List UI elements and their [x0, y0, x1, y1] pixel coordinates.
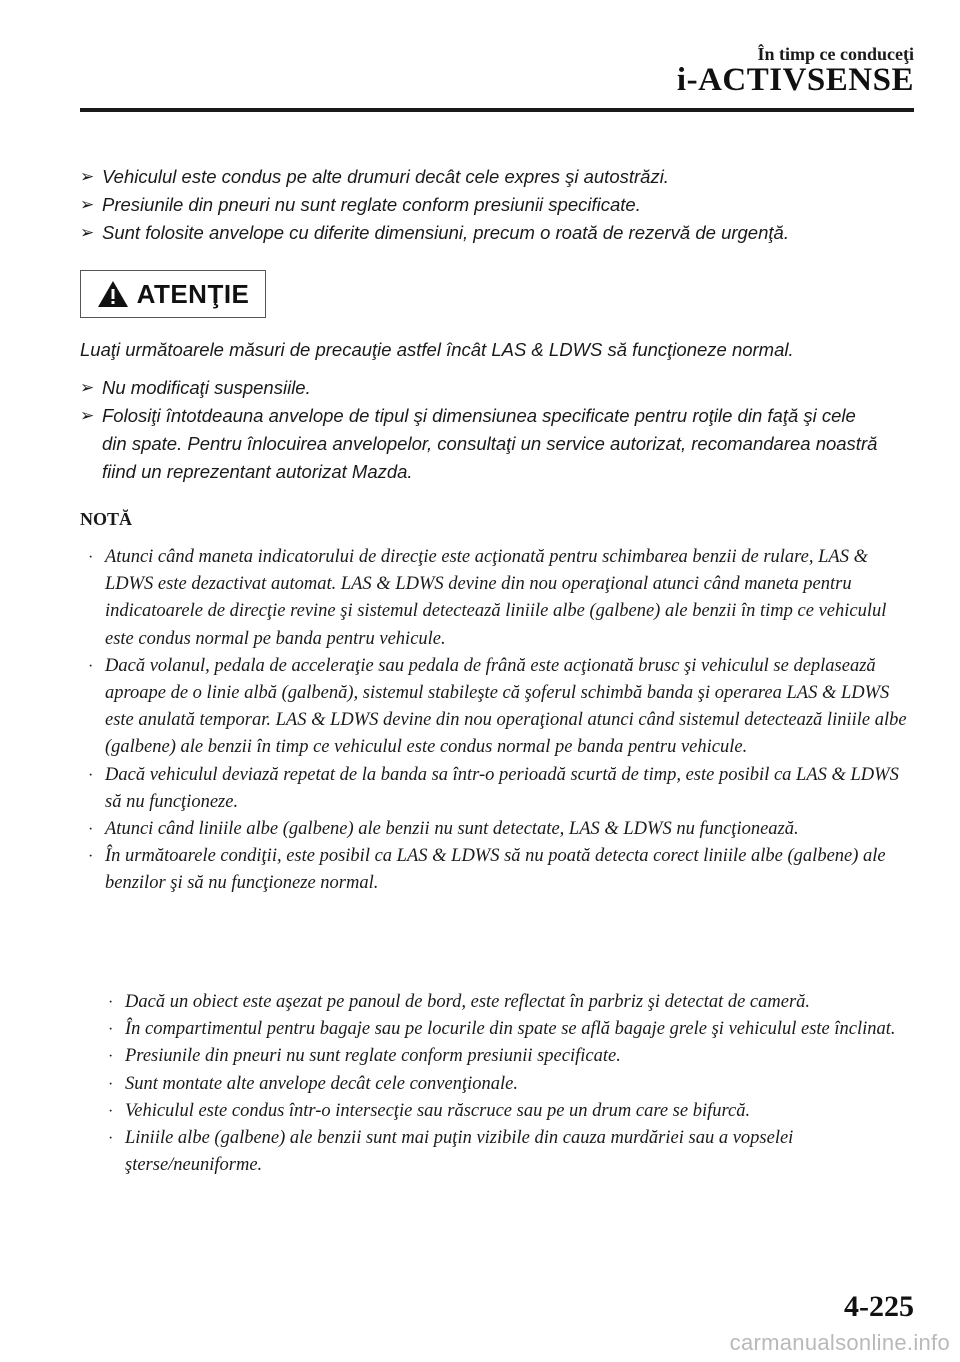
bullet-icon: · [108, 1102, 114, 1120]
note-list [86, 544, 916, 898]
list-item: ➢ Sunt folosite anvelope cu diferite dimensiuni, precum o roată de rezervă de urgenţă. [80, 219, 920, 247]
warning-box [80, 270, 266, 318]
header-rule [80, 108, 914, 112]
warning-label: ATENŢIE [136, 278, 250, 309]
list-item: ➢ Vehiculul este condus pe alte drumuri decât cele expres şi autostrăzi. [80, 163, 920, 191]
arrow-right-icon: ➢ [80, 167, 95, 186]
bullet-icon: · [88, 766, 94, 784]
arrow-right-icon: ➢ [80, 195, 95, 214]
list-item: · Liniile albe (galbene) ale benzii sunt mai puţin vizibile din cauza murdăriei sau a vopselei şterse/neuniforme. [106, 1125, 916, 1179]
list-item: · Vehiculul este condus într-o intersecţie sau răscruce sau pe un drum care se bifurcă. [106, 1098, 916, 1125]
list-item: · Presiunile din pneuri nu sunt reglate conform presiunii specificate. [106, 1043, 916, 1070]
warning-list [80, 374, 920, 486]
list-item: · Sunt montate alte anvelope decât cele convenţionale. [106, 1071, 916, 1098]
list-item: · În compartimentul pentru bagaje sau pe locurile din spate se află bagaje grele şi vehiculul este înclinat. [106, 1016, 916, 1043]
watermark: carmanualsonline.info [729, 1330, 950, 1355]
bullet-icon: · [88, 657, 94, 675]
bullet-icon: · [88, 821, 94, 839]
bullet-icon: · [108, 994, 114, 1011]
arrow-right-icon: ➢ [80, 223, 95, 242]
bullet-icon: · [108, 1048, 114, 1066]
list-item: · În următoarele condiţii, este posibil ca LAS & LDWS să nu poată detecta corect liniile albe (galbene) ale benzilor şi să nu funcţioneze normal. [86, 843, 916, 897]
list-item: · Atunci când liniile albe (galbene) ale benzii nu sunt detectate, LAS & LDWS nu funcţionează. [86, 816, 916, 843]
header-chapter-title: i-ACTIVSENSE [676, 62, 914, 98]
header-section-title: În timp ce conduceţi [757, 44, 914, 64]
bullet-icon: · [108, 1130, 114, 1148]
list-item: ➢ Presiunile din pneuri nu sunt reglate conform presiunii specificate. [80, 191, 920, 219]
list-item: · Dacă un obiect este aşezat pe panoul de bord, este reflectat în parbriz şi detectat de cameră. [106, 989, 916, 1016]
bullet-icon: · [108, 1075, 114, 1093]
list-item: · Atunci când maneta indicatorului de direcţie este acţionată pentru schimbarea benzii de rulare, LAS & LDWS este dezactivat automat. LAS & LDWS devine din nou operaţional atunci când maneta pentru indicatoarele de direcţie revine şi sistemul detectează liniile albe (galbene) ale benzii în timp ce vehiculul este condus normal pe banda pentru vehicule. [86, 544, 916, 653]
list-item: ➢ Folosiţi întotdeauna anvelope de tipul şi dimensiunea specificate pentru roţile din faţă şi cele din spate. Pentru înlocuirea anvelopelor, consultaţi un service autorizat, recomandarea noastră fiind un reprezentant autorizat Mazda. [80, 402, 920, 486]
page-number: 4-225 [844, 1290, 914, 1323]
bullet-icon: · [88, 848, 94, 866]
note-heading: NOTĂ [80, 509, 133, 529]
warning-triangle-icon [97, 280, 129, 308]
arrow-right-icon: ➢ [80, 378, 95, 397]
list-item: · Dacă vehiculul deviază repetat de la banda sa într-o perioadă scurtă de timp, este posibil ca LAS & LDWS să nu funcţioneze. [86, 762, 916, 816]
note-sub-list [106, 989, 916, 1179]
warning-intro: Luaţi următoarele măsuri de precauţie astfel încât LAS & LDWS să funcţioneze normal. [80, 339, 794, 360]
bullet-icon: · [108, 1021, 114, 1039]
bullet-icon: · [88, 549, 94, 566]
conditions-list [80, 163, 920, 247]
arrow-right-icon: ➢ [80, 406, 95, 425]
list-item: · Dacă volanul, pedala de acceleraţie sau pedala de frână este acţionată brusc şi vehiculul se deplasează aproape de o linie albă (galbenă), sistemul stabileşte că şoferul schimbă banda şi operarea LAS & LDWS este anulată temporar. LAS & LDWS devine din nou operaţional atunci când sistemul detectează liniile albe (galbene) ale benzii în timp ce vehiculul este condus normal pe banda pentru vehicule. [86, 653, 916, 762]
list-item: ➢ Nu modificaţi suspensiile. [80, 374, 920, 402]
